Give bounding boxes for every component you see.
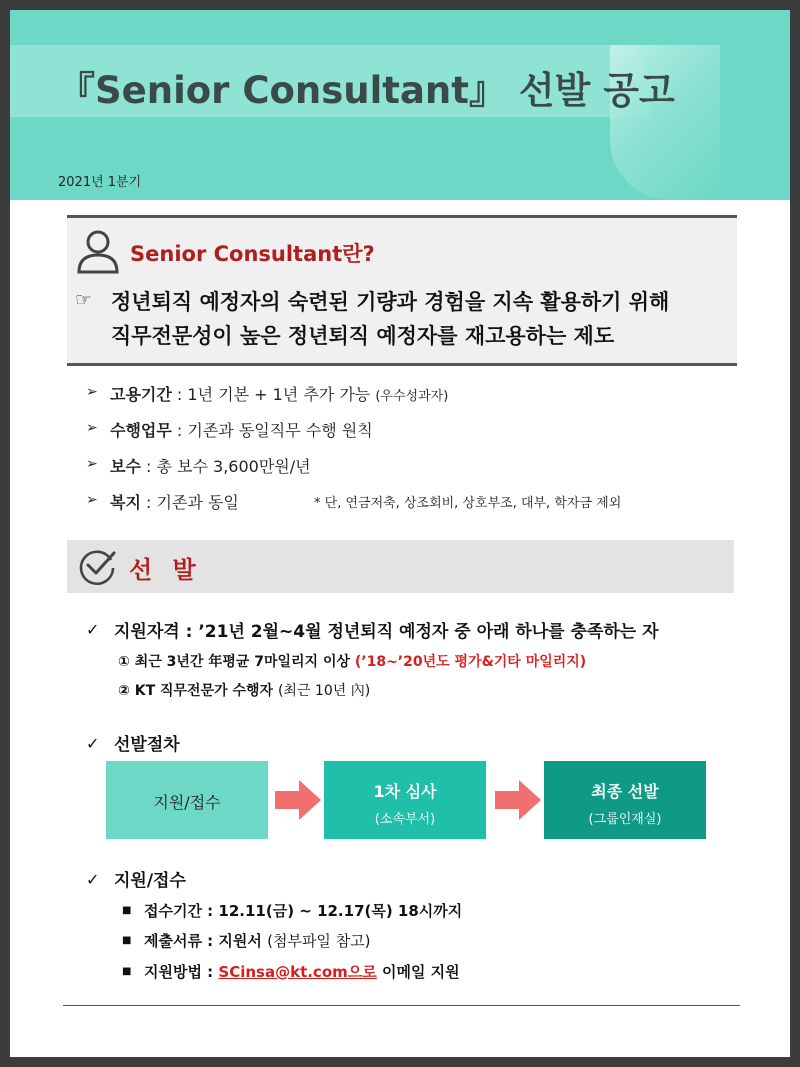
checkmark-icon: ✓ (86, 620, 100, 639)
checkmark-icon: ✓ (86, 734, 100, 753)
qualification-item-2-note: (최근 10년 內) (277, 683, 371, 699)
square-bullet-icon: ■ (122, 935, 132, 946)
qualification-item-1 (118, 651, 586, 671)
qualification-line (114, 617, 659, 642)
apply-documents-note: (첨부파일 참고) (267, 932, 371, 950)
apply-period: 접수기간 : 12.11(금) ~ 12.17(목) 18시까지 (144, 902, 463, 920)
arrowhead-bullet-icon: ➢ (86, 420, 98, 436)
selection-title: 선 발 (129, 556, 202, 584)
condition-text: : 총 보수 3,600만원/년 (140, 457, 311, 476)
arrow-right-icon (275, 780, 321, 820)
arrow-right-icon (495, 780, 541, 820)
apply-method (144, 961, 460, 982)
welfare-note: * 단, 연금저축, 상조회비, 상호부조, 대부, 학자금 제외 (314, 496, 622, 511)
checkmark-icon: ✓ (86, 870, 100, 889)
apply-email-link[interactable]: SCinsa@kt.com으로 (218, 963, 377, 981)
apply-documents (144, 930, 371, 951)
square-bullet-icon: ■ (122, 966, 132, 977)
step-label: 1차 심사 (373, 782, 437, 801)
notice-page (10, 10, 790, 1057)
definition-title: Senior Consultant란? (130, 242, 375, 266)
step-sublabel: (소속부서) (374, 812, 436, 827)
apply-method-suffix: 이메일 지원 (376, 963, 460, 981)
apply-method-label: 지원방법 : (144, 963, 219, 981)
qualification-item-2 (118, 680, 370, 700)
arrowhead-bullet-icon: ➢ (86, 492, 98, 508)
footer-divider (63, 1005, 740, 1006)
arrowhead-bullet-icon: ➢ (86, 384, 98, 400)
arrowhead-bullet-icon: ➢ (86, 456, 98, 472)
quarter-label: 2021년 1분기 (58, 175, 142, 190)
check-circle-icon (77, 546, 117, 586)
person-icon (75, 228, 121, 274)
qualification-item-2-text: ② KT 직무전문가 수행자 (118, 683, 278, 699)
qualification-label: 지원자격 : (114, 622, 199, 642)
step-final-selection-box (544, 761, 706, 839)
step-label: 최종 선발 (591, 782, 659, 801)
square-bullet-icon: ■ (122, 905, 132, 916)
apply-title: 지원/접수 (114, 871, 186, 891)
condition-text: : 1년 기본 + 1년 추가 가능 (171, 385, 376, 404)
hand-pointer-icon: ☞ (75, 289, 93, 311)
qualification-item-1-note: (’18~’20년도 평가&기타 마일리지) (354, 654, 587, 670)
process-title: 선발절차 (114, 735, 180, 755)
page-title: 『Senior Consultant』 선발 공고 (58, 69, 675, 112)
condition-label: 복지 (110, 493, 141, 512)
condition-label: 고용기간 (110, 385, 172, 404)
condition-extra: (우수성과자) (375, 389, 449, 404)
step-label: 지원/접수 (153, 793, 221, 812)
step-apply-box (106, 761, 268, 839)
condition-label: 보수 (110, 457, 141, 476)
condition-text: : 기존과 동일직무 수행 원칙 (171, 421, 373, 440)
apply-documents-label: 제출서류 : 지원서 (144, 932, 268, 950)
qualification-item-1-text: ① 최근 3년간 年평균 7마일리지 이상 (118, 654, 355, 670)
condition-label: 수행업무 (110, 421, 172, 440)
definition-line-1: 정년퇴직 예정자의 숙련된 기량과 경험을 지속 활용하기 위해 (111, 290, 670, 314)
definition-line-2: 직무전문성이 높은 정년퇴직 예정자를 재고용하는 제도 (111, 324, 615, 348)
step-first-review-box (324, 761, 486, 839)
step-sublabel: (그룹인재실) (588, 812, 662, 827)
header-banner (10, 10, 790, 200)
definition-box (67, 215, 737, 366)
qualification-text: ’21년 2월~4월 정년퇴직 예정자 중 아래 하나를 충족하는 자 (198, 622, 659, 642)
condition-text: : 기존과 동일 (140, 493, 239, 512)
selection-header (67, 540, 734, 593)
